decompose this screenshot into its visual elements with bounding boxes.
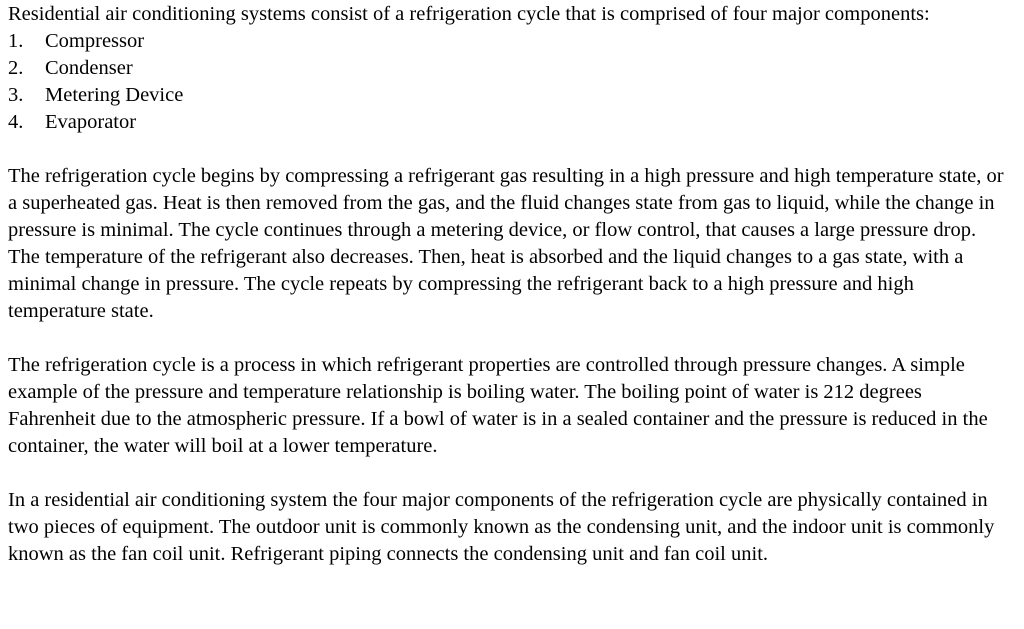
list-item <box>8 55 1008 82</box>
list-number: 3. <box>8 84 24 106</box>
intro-text: Residential air conditioning systems consist of a refrigeration cycle that is comprised of four major components: <box>8 3 930 25</box>
list-item-label: Condenser <box>45 57 133 79</box>
list-item-label: Evaporator <box>45 111 137 133</box>
list-item-label: Compressor <box>45 30 145 52</box>
list-number: 1. <box>8 30 24 52</box>
list-item-label: Metering Device <box>45 84 184 106</box>
list-number: 4. <box>8 111 24 133</box>
list-item <box>8 28 1008 55</box>
list-number: 2. <box>8 57 24 79</box>
list-item <box>8 109 1008 136</box>
paragraph-refrigeration-cycle: The refrigeration cycle begins by compressing a refrigerant gas resulting in a high pressure and high temperature state, or a superheated gas. Heat is then removed from the gas, and the fluid changes state from gas to liquid, while the change in pressure is minimal. The cycle continues through a metering device, or flow control, that causes a large pressure drop. The temperature of the refrigerant also decreases. Then, heat is absorbed and the liquid changes to a gas state, with a minimal change in pressure. The cycle repeats by compressing the refrigerant back to a high pressure and high temperature state. <box>8 165 1004 322</box>
paragraph-equipment: In a residential air conditioning system the four major components of the refrigeration cycle are physically contained in two pieces of equipment. The outdoor unit is commonly known as the condensing unit, and the indoor unit is commonly known as the fan coil unit. Refrigerant piping connects the condensing unit and fan coil unit. <box>8 489 995 565</box>
list-item <box>8 82 1008 109</box>
components-list <box>8 28 1008 136</box>
paragraph-pressure-temperature: The refrigeration cycle is a process in which refrigerant properties are controlled through pressure changes. A simple example of the pressure and temperature relationship is boiling water. The boiling point of water is 212 degrees Fahrenheit due to the atmospheric pressure. If a bowl of water is in a sealed container and the pressure is reduced in the container, the water will boil at a lower temperature. <box>8 354 988 457</box>
